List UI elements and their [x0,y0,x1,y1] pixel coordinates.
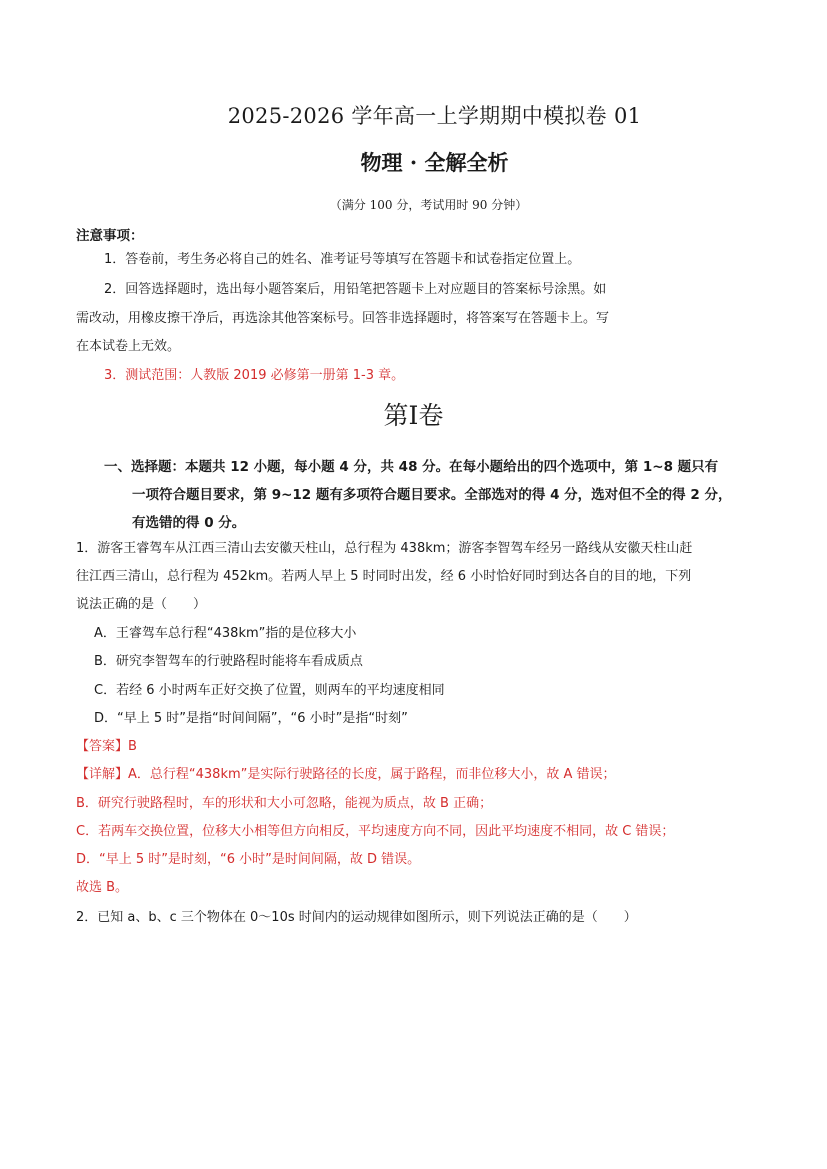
q1-option-d: D．“早上 5 时”是指“时间间隔”，“6 小时”是指“时刻” [94,711,408,726]
q1-detail-b: B．研究行驶路程时，车的形状和大小可忽略，能视为质点，故 B 正确； [76,796,493,811]
notice-item-2-line-3: 在本试卷上无效。 [76,339,181,354]
exam-subtitle: 物理 · 全解全析 [360,150,509,175]
notice-heading: 注意事项： [76,228,144,244]
score-info: （满分 100 分，考试用时 90 分钟） [329,198,528,212]
q1-detail-d: D．“早上 5 时”是时刻，“6 小时”是时间间隔，故 D 错误。 [76,852,421,867]
q1-stem-line-1: 1．游客王睿驾车从江西三清山去安徽天柱山，总行程为 438km；游客李智驾车经另一路线从安徽天柱山赶 [76,541,693,556]
notice-item-2-line-1: 2．回答选择题时，选出每小题答案后，用铅笔把答题卡上对应题目的答案标号涂黑。如 [104,282,607,297]
q1-detail-a: 【详解】A．总行程“438km”是实际行驶路径的长度，属于路程，而非位移大小，故 A 错误； [76,767,616,782]
q2-stem: 2．已知 a、b、c 三个物体在 0～10s 时间内的运动规律如图所示，则下列说法正确的是（ ） [76,910,637,925]
q1-conclusion: 故选 B。 [76,880,129,895]
exam-title: 2025-2026 学年高一上学期期中模拟卷 01 [227,104,642,128]
section-heading-line-3: 有选错的得 0 分。 [132,515,246,531]
volume-title: 第Ⅰ卷 [383,401,444,430]
q1-answer: 【答案】B [76,739,137,754]
q1-option-b: B．研究李智驾车的行驶路程时能将车看成质点 [94,654,363,669]
notice-item-1: 1．答卷前，考生务必将自己的姓名、准考证号等填写在答题卡和试卷指定位置上。 [104,252,581,267]
q1-stem-line-2: 往江西三清山，总行程为 452km。若两人早上 5 时同时出发，经 6 小时恰好同时到达各自的目的地，下列 [76,569,692,584]
section-heading-line-2: 一项符合题目要求，第 9~12 题有多项符合题目要求。全部选对的得 4 分，选对但不全的得 2 分， [132,487,732,503]
section-heading-line-1: 一、选择题：本题共 12 小题，每小题 4 分，共 48 分。在每小题给出的四个选项中，第 1~8 题只有 [104,459,719,475]
q1-stem-line-3: 说法正确的是（ ） [76,597,207,612]
q1-detail-c: C．若两车交换位置，位移大小相等但方向相反，平均速度方向不同，因此平均速度不相同，故 C 错误； [76,824,675,839]
q1-option-a: A．王睿驾车总行程“438km”指的是位移大小 [94,626,357,641]
q1-option-c: C．若经 6 小时两车正好交换了位置，则两车的平均速度相同 [94,683,445,698]
notice-item-3: 3．测试范围：人教版 2019 必修第一册第 1-3 章。 [104,368,405,383]
notice-item-2-line-2: 需改动，用橡皮擦干净后，再选涂其他答案标号。回答非选择题时，将答案写在答题卡上。写 [76,311,610,326]
